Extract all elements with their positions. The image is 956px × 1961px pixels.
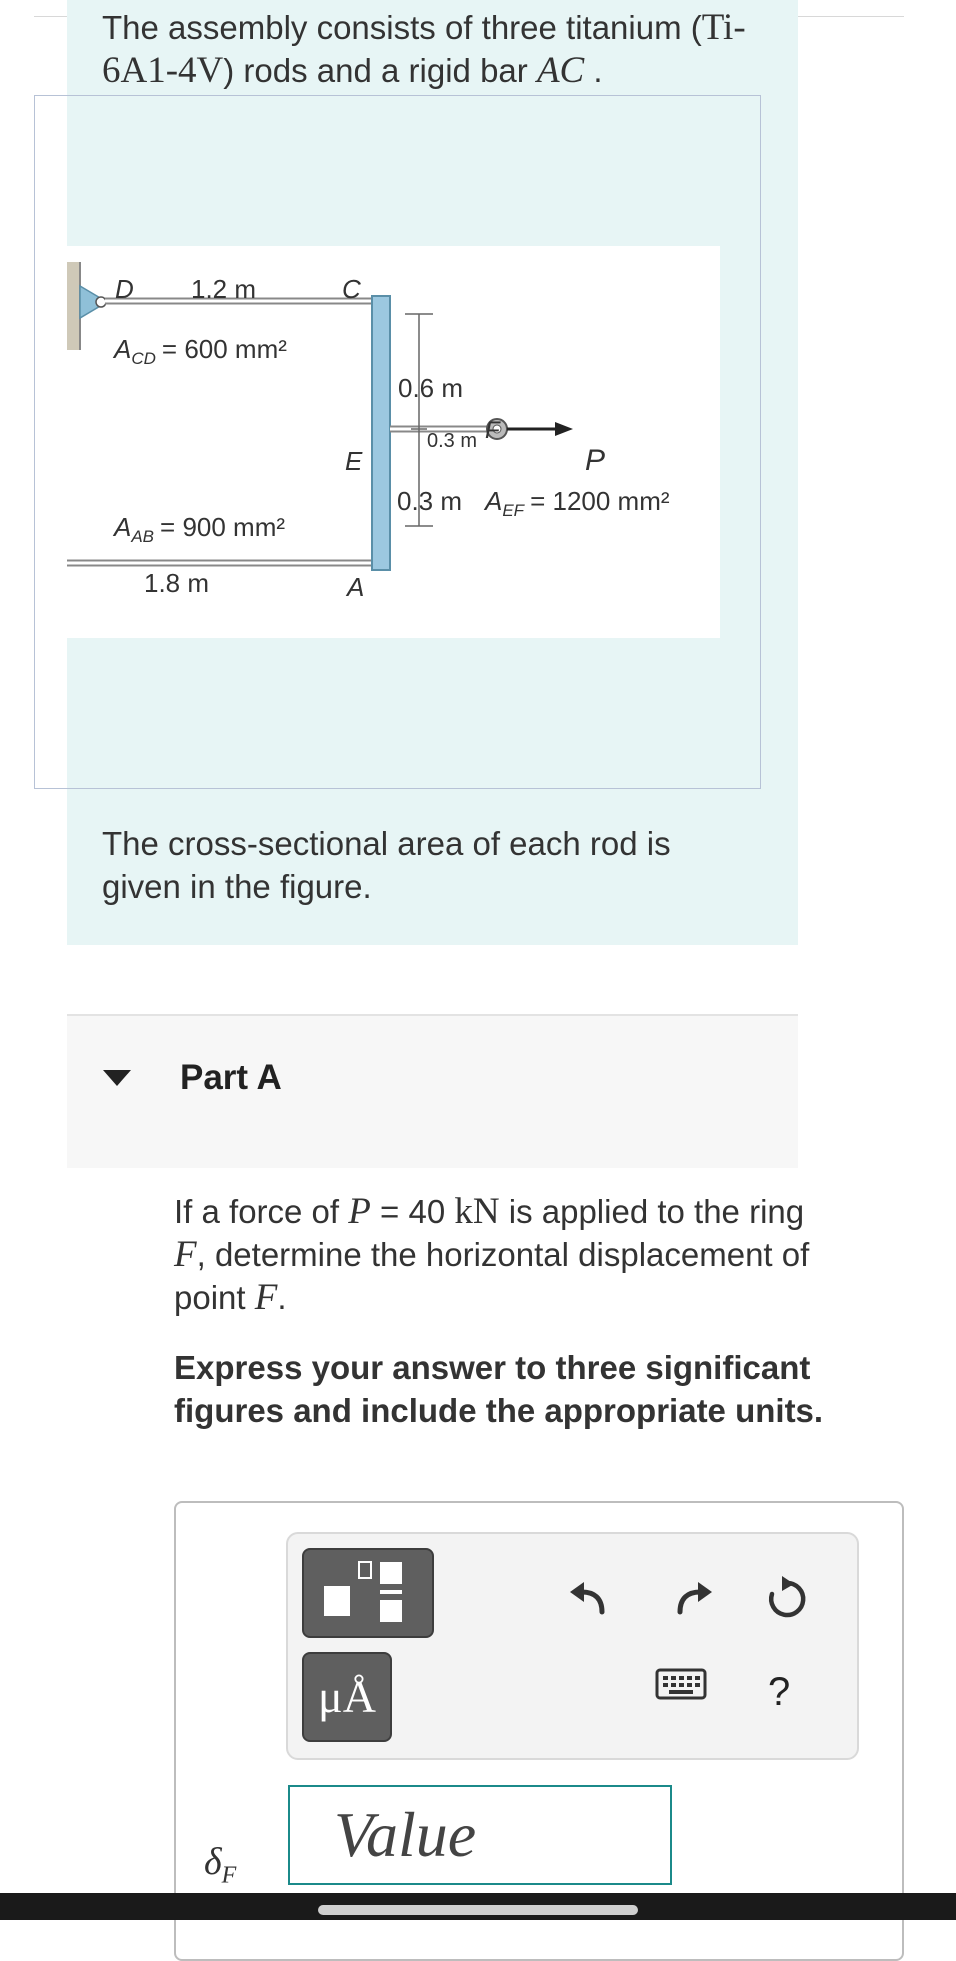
part-a-header[interactable] <box>67 1014 798 1168</box>
figure-description: The cross-sectional area of each rod is given in the figure. <box>102 825 671 905</box>
length-03-top: 0.3 m <box>427 430 478 452</box>
problem-intro-text: The assembly consists of three titanium (Ti-6A1-4V) rods and a rigid bar AC . <box>102 7 746 91</box>
length-CD: 1.2 m <box>191 274 257 304</box>
label-C: C <box>342 274 361 304</box>
collapse-caret-icon[interactable] <box>103 1070 131 1086</box>
redo-icon[interactable] <box>668 1574 718 1624</box>
assembly-diagram <box>67 246 720 638</box>
length-06: 0.6 m <box>398 373 464 403</box>
keyboard-icon[interactable] <box>654 1658 708 1708</box>
area-AB-label: $A_{AB} = 900$ mm² <box>114 512 286 546</box>
math-toolbar <box>286 1532 859 1760</box>
area-CD-label: $A_{CD} = 600$ mm² <box>114 334 287 368</box>
part-a-label: Part A <box>180 1058 282 1097</box>
value-input[interactable] <box>290 1787 670 1883</box>
units-button[interactable]: μÅ <box>302 1652 392 1742</box>
bar-label: AC <box>536 50 585 91</box>
home-indicator[interactable] <box>318 1905 638 1915</box>
answer-instructions: Express your answer to three significant figures and include the appropriate units. <box>174 1349 824 1429</box>
value-input-box[interactable] <box>288 1785 672 1885</box>
label-F: F <box>485 417 500 444</box>
templates-button[interactable] <box>302 1548 434 1638</box>
area-EF-label: $A_{EF} = 1200$ mm² <box>485 486 670 520</box>
wall-support <box>67 262 80 350</box>
label-P: P <box>585 444 606 477</box>
length-AB: 1.8 m <box>144 568 210 598</box>
label-A: A <box>347 572 365 602</box>
undo-icon[interactable] <box>564 1574 614 1624</box>
question-text: If a force of P = 40 kN is applied to the ring F, determine the horizontal displacement of point F. <box>174 1191 810 1318</box>
assembly-figure <box>67 246 720 638</box>
material-name: Ti-6A1-4V <box>102 7 746 91</box>
label-E: E <box>345 446 363 476</box>
length-03-bottom: 0.3 m <box>397 486 463 516</box>
templates-icon <box>304 1550 432 1636</box>
rigid-bar-AC <box>372 296 390 570</box>
reset-icon[interactable] <box>762 1574 812 1624</box>
help-button[interactable]: ? <box>768 1670 791 1714</box>
answer-symbol: $\delta_F$ <box>204 1841 237 1889</box>
label-D: D <box>115 274 134 304</box>
